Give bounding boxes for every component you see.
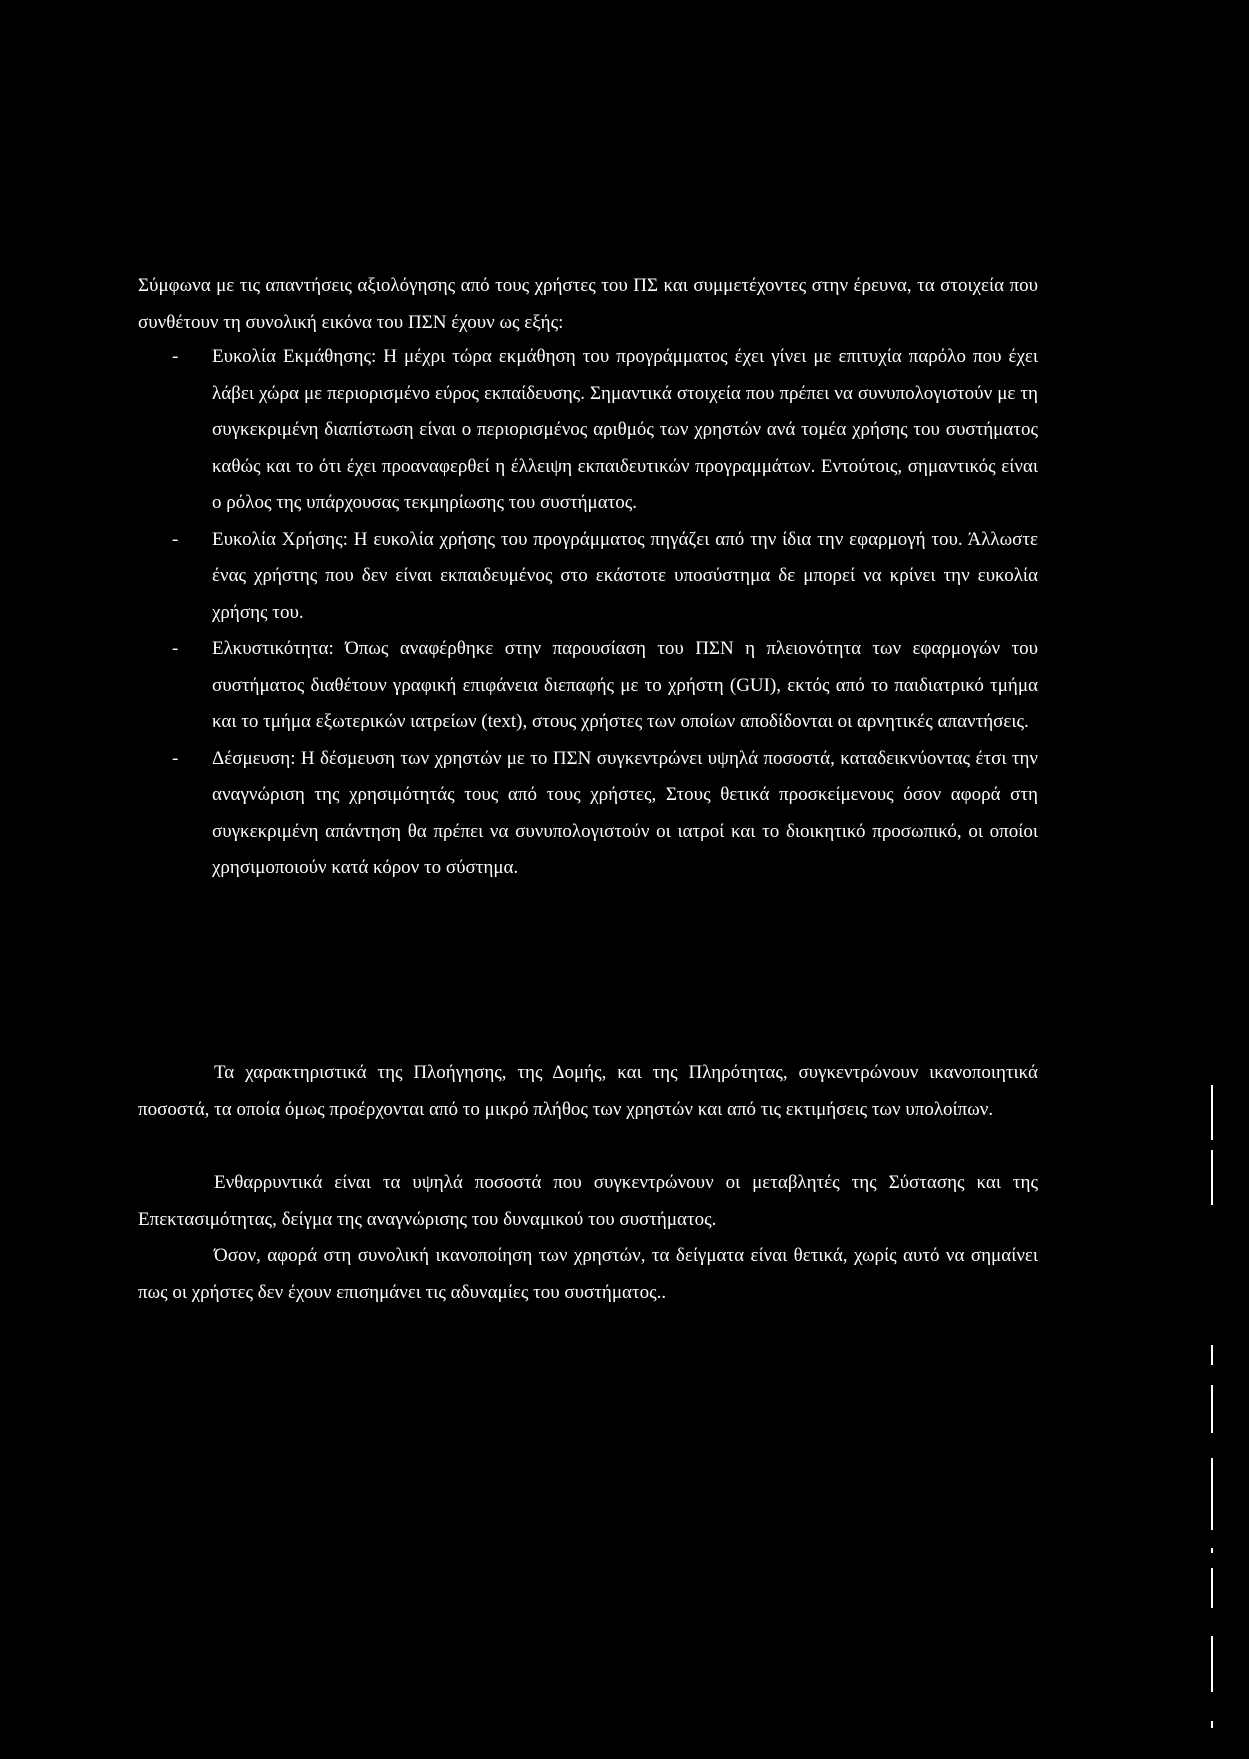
bullet-text-commitment: Δέσμευση: Η δέσμευση των χρηστών με το ΠΣΝ συγκεντρώνει υψηλά ποσοστά, καταδεικνύοντας έτσι την αναγνώριση της χρησιμότητάς τους από τους χρήστες, Στους θετικά προσκείμενους όσον αφορά στη συγκεκριμένη απάντηση θα πρέπει να συνυπολογιστούν οι ιατροί και το διοικητικό προσωπικό, οι οποίοι χρησιμοποιούν κατά κόρον το σύστημα. — [212, 747, 1038, 878]
bullet-marker: - — [172, 747, 179, 769]
list-item — [138, 339, 1038, 522]
margin-rule — [1211, 1568, 1213, 1608]
bullet-text-ease-of-use: Ευκολία Χρήσης: Η ευκολία χρήσης του προγράμματος πηγάζει από την ίδια την εφαρμογή του. Άλλωστε ένας χρήστης που δεν είναι εκπαιδευμένος στο εκάστοτε υποσύστημα δε μπορεί να κρίνει την ευκολία χρήσης του. — [212, 528, 1038, 623]
features-paragraph: Τα χαρακτηριστικά της Πλοήγησης, της Δομής, και της Πληρότητας, συγκεντρώνουν ικανοποιητικά ποσοστά, τα οποία όμως προέρχονται από το μικρό πλήθος των χρηστών και από τις εκτιμήσεις των υπολοίπων. — [138, 1062, 1038, 1120]
intro-paragraph: Σύμφωνα με τις απαντήσεις αξιολόγησης από τους χρήστες του ΠΣ και συμμετέχοντες στην έρευνα, τα στοιχεία που συνθέτουν τη συνολική εικόνα του ΠΣΝ έχουν ως εξής: — [138, 275, 1038, 333]
list-item — [138, 741, 1038, 887]
bullet-marker: - — [172, 346, 179, 367]
margin-rule — [1211, 1345, 1213, 1365]
list-item — [138, 522, 1038, 632]
margin-rule — [1211, 1548, 1213, 1553]
margin-rule — [1211, 1721, 1213, 1728]
overall-satisfaction-paragraph: Όσον, αφορά στη συνολική ικανοποίηση των χρηστών, τα δείγματα είναι θετικά, χωρίς αυτό να σημαίνει πως οι χρήστες δεν έχουν επισημάνει τις αδυναμίες του συστήματος.. — [138, 1245, 1038, 1303]
margin-rule — [1211, 1085, 1213, 1140]
margin-rule — [1211, 1150, 1213, 1205]
margin-rule — [1211, 1385, 1213, 1433]
list-item — [138, 631, 1038, 741]
bullet-text-attractiveness: Ελκυστικότητα: Όπως αναφέρθηκε στην παρουσίαση του ΠΣΝ η πλειονότητα των εφαρμογών του συστήματος διαθέτουν γραφική επιφάνεια διεπαφής με το χρήστη (GUI), εκτός από το παιδιατρικό τμήμα και το τμήμα εξωτερικών ιατρείων (text), στους χρήστες των οποίων αποδίδονται οι αρνητικές απαντήσεις. — [212, 638, 1038, 732]
encouraging-paragraph: Ενθαρρυντικά είναι τα υψηλά ποσοστά που συγκεντρώνουν οι μεταβλητές της Σύστασης και της Επεκτασιμότητας, δείγμα της αναγνώρισης του δυναμικού του συστήματος. — [138, 1172, 1038, 1230]
bullet-text-learnability: Ευκολία Εκμάθησης: Η μέχρι τώρα εκμάθηση του προγράμματος έχει γίνει με επιτυχία παρόλο που έχει λάβει χώρα με περιορισμένο εύρος εκπαίδευσης. Σημαντικά στοιχεία που πρέπει να συνυπολογιστούν με τη συγκεκριμένη διαπίστωση είναι ο περιορισμένος αριθμός των χρηστών ανά τομέα χρήσης του συστήματος καθώς και το ότι έχει προαναφερθεί η έλλειψη εκπαιδευτικών προγραμμάτων. Εντούτοις, σημαντικός είναι ο ρόλος της υπάρχουσας τεκμηρίωσης του συστήματος. — [212, 346, 1038, 513]
criteria-list — [138, 339, 1038, 887]
bullet-marker: - — [172, 528, 179, 550]
margin-rule — [1211, 1636, 1213, 1692]
margin-rule — [1211, 1458, 1213, 1530]
bullet-marker: - — [172, 638, 179, 659]
